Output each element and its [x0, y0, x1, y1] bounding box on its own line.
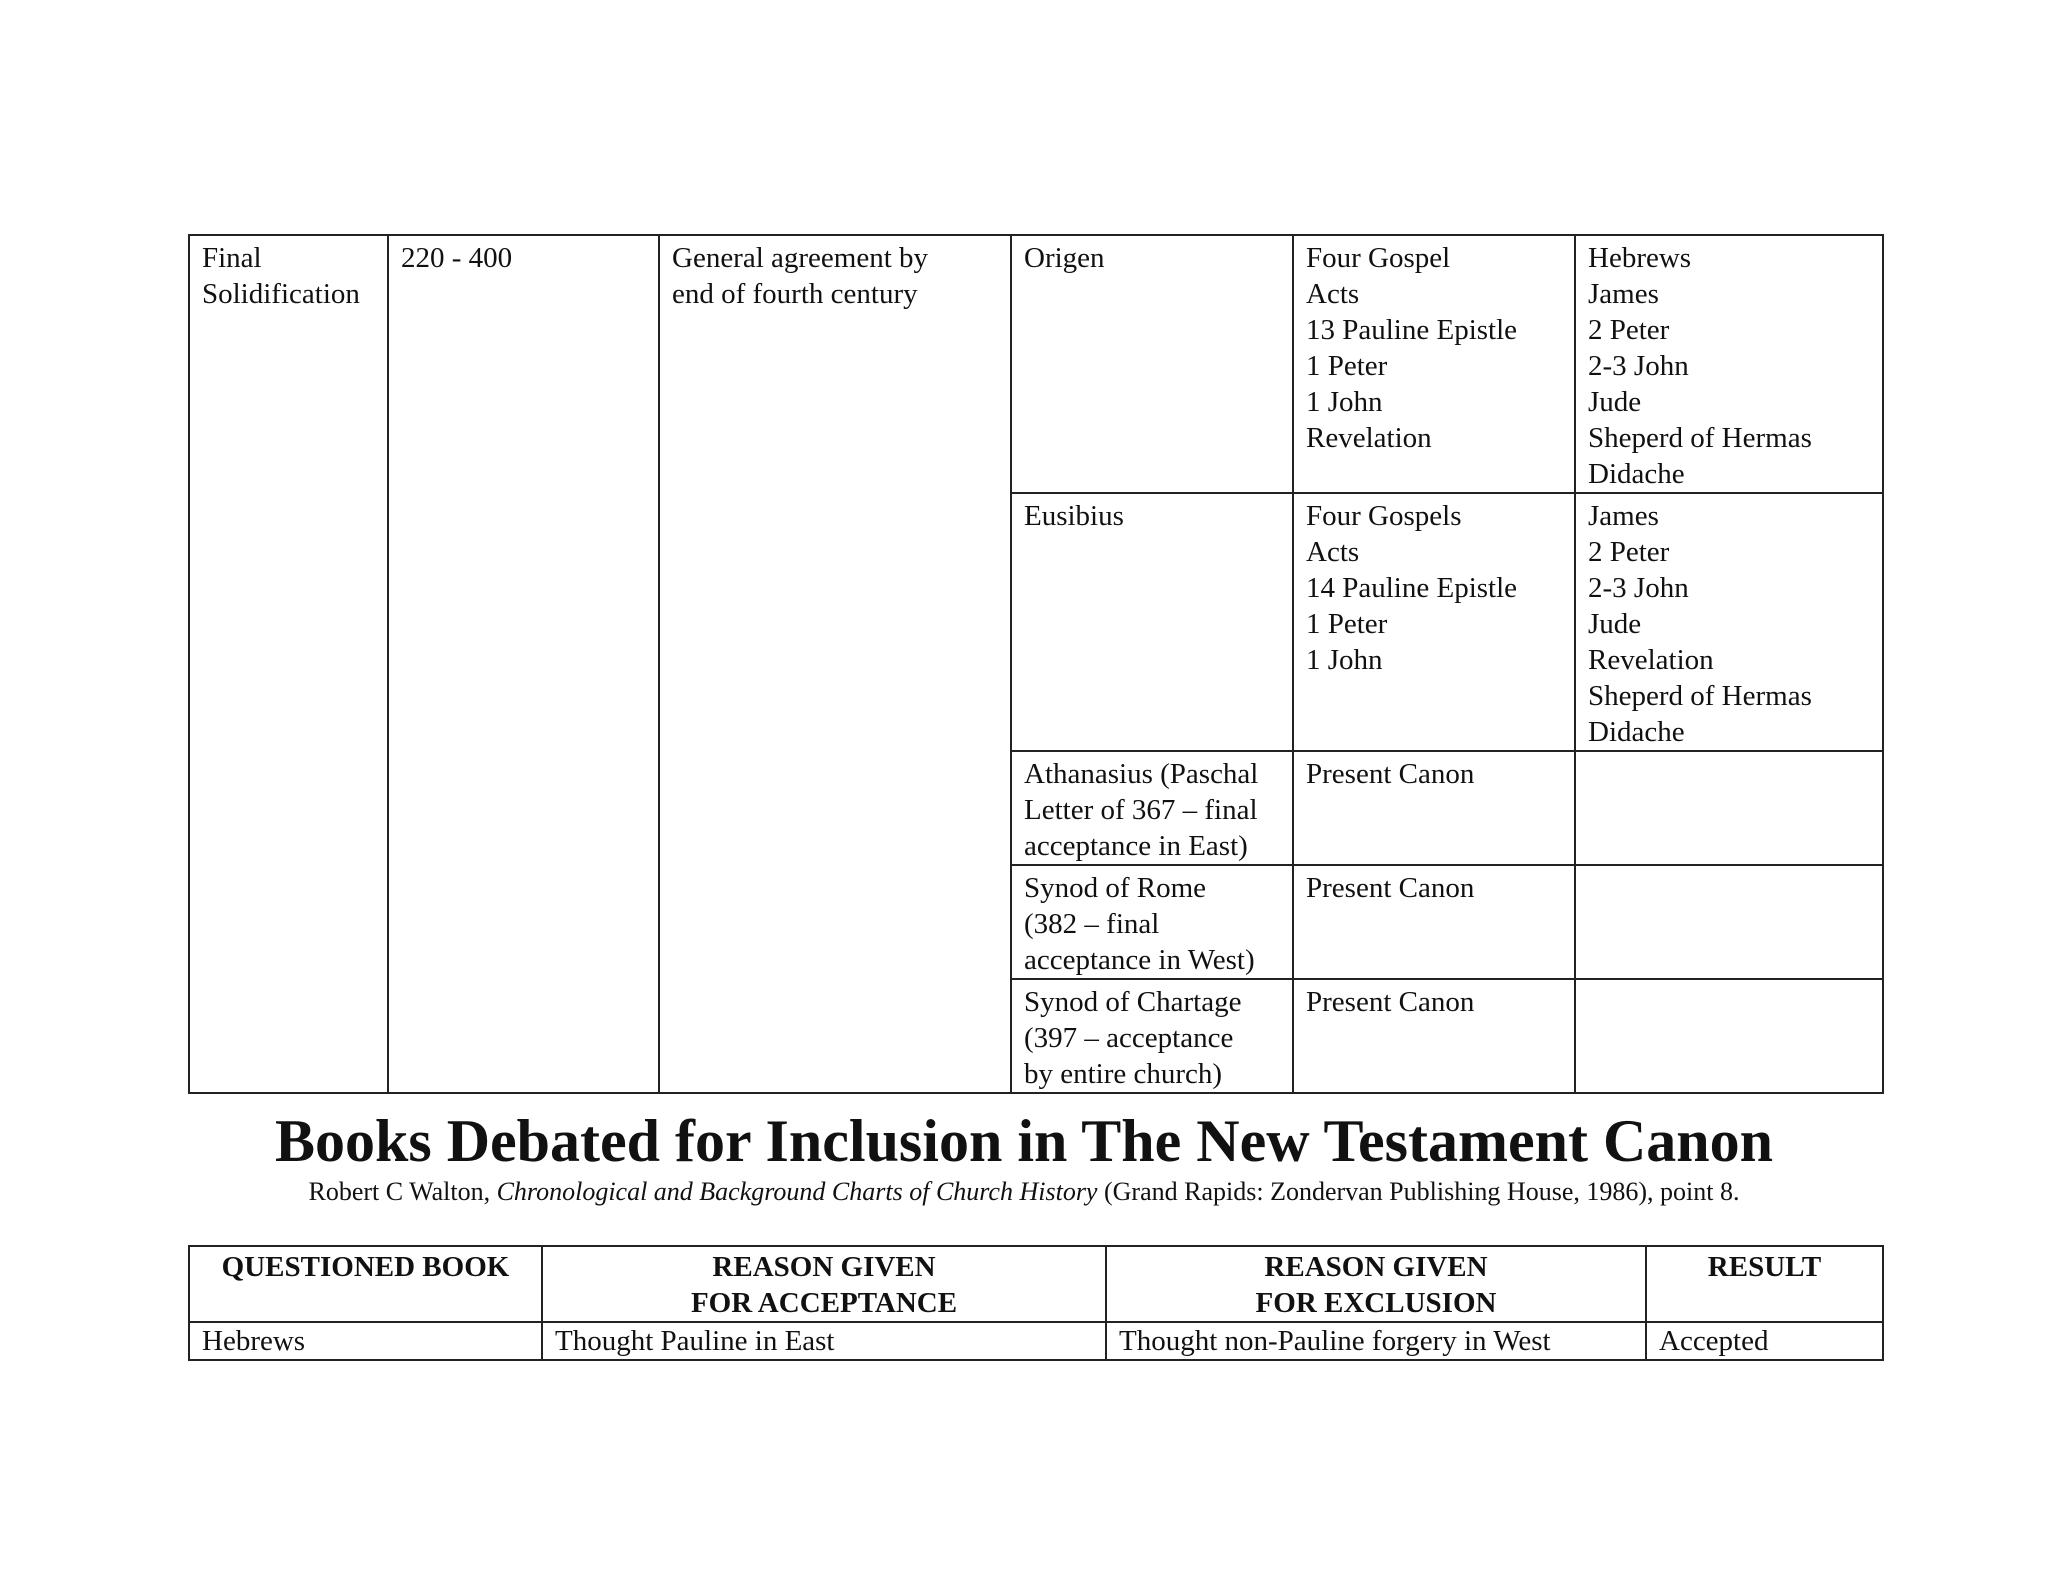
- source-line: (397 – acceptance: [1024, 1022, 1234, 1054]
- book-item: Jude: [1588, 608, 1642, 640]
- source-line: acceptance in East): [1024, 830, 1248, 862]
- table-header-row: [189, 1246, 1883, 1322]
- source-line: Eusibius: [1024, 500, 1124, 532]
- citation-publisher: (Grand Rapids: Zondervan Publishing House, 1986), point 8.: [1097, 1177, 1740, 1206]
- book-item: 1 Peter: [1306, 350, 1388, 382]
- page-title: Books Debated for Inclusion in The New Testament Canon: [274, 1108, 1774, 1174]
- book-item: 1 John: [1306, 644, 1383, 676]
- book-item: 2 Peter: [1588, 314, 1670, 346]
- acceptance-cell: Thought Pauline in East: [542, 1322, 1106, 1360]
- period-line: Final: [202, 242, 262, 274]
- source-cell: [1011, 493, 1293, 751]
- disputed-books-cell: [1575, 751, 1883, 865]
- book-item: Jude: [1588, 386, 1642, 418]
- summary-cell: [659, 235, 1011, 1093]
- header-reason-exclusion: REASON GIVEN FOR EXCLUSION: [1106, 1246, 1646, 1322]
- book-item: Revelation: [1588, 644, 1714, 676]
- source-line: Athanasius (Paschal: [1024, 758, 1259, 790]
- accepted-books-cell: [1293, 235, 1575, 493]
- source-line: Origen: [1024, 242, 1105, 274]
- header-questioned-book: QUESTIONED BOOK: [189, 1246, 542, 1322]
- disputed-books-cell: [1575, 235, 1883, 493]
- source-line: Synod of Rome: [1024, 872, 1207, 904]
- accepted-books-cell: [1293, 865, 1575, 979]
- accepted-books-cell: [1293, 493, 1575, 751]
- citation-book-title: Chronological and Background Charts of Church History: [496, 1177, 1098, 1206]
- book-item: Four Gospels: [1306, 500, 1462, 532]
- debated-books-table: [188, 1245, 1884, 1361]
- source-line: Synod of Chartage: [1024, 986, 1242, 1018]
- book-item: Didache: [1588, 716, 1685, 748]
- book-item: 14 Pauline Epistle: [1306, 572, 1518, 604]
- dates-cell: 220 - 400: [388, 235, 659, 1093]
- result-cell: Accepted: [1646, 1322, 1883, 1360]
- book-item: Acts: [1306, 278, 1360, 310]
- source-line: Letter of 367 – final: [1024, 794, 1258, 826]
- book-item: James: [1588, 278, 1659, 310]
- source-cell: [1011, 751, 1293, 865]
- book-item: 1 Peter: [1306, 608, 1388, 640]
- book-item: Sheperd of Hermas: [1588, 680, 1812, 712]
- book-item: Sheperd of Hermas: [1588, 422, 1812, 454]
- source-cell: [1011, 979, 1293, 1093]
- summary-line: end of fourth century: [672, 278, 918, 310]
- book-item: Present Canon: [1306, 872, 1475, 904]
- header-reason-acceptance: REASON GIVEN FOR ACCEPTANCE: [542, 1246, 1106, 1322]
- book-item: Acts: [1306, 536, 1360, 568]
- citation: [0, 1176, 2048, 1208]
- book-item: Didache: [1588, 458, 1685, 490]
- book-item: Hebrews: [1588, 242, 1692, 274]
- canon-period-table: [188, 234, 1884, 1094]
- source-line: acceptance in West): [1024, 944, 1255, 976]
- citation-author: Robert C Walton,: [308, 1177, 497, 1206]
- summary-line: General agreement by: [672, 242, 929, 274]
- accepted-books-cell: [1293, 751, 1575, 865]
- book-item: 13 Pauline Epistle: [1306, 314, 1518, 346]
- book-item: Present Canon: [1306, 986, 1475, 1018]
- header-result: RESULT: [1646, 1246, 1883, 1322]
- book-cell: Hebrews: [189, 1322, 542, 1360]
- source-line: (382 – final: [1024, 908, 1160, 940]
- book-item: Revelation: [1306, 422, 1432, 454]
- disputed-books-cell: [1575, 865, 1883, 979]
- period-row-origen: [189, 235, 1883, 493]
- period-line: Solidification: [202, 278, 360, 310]
- book-item: Present Canon: [1306, 758, 1475, 790]
- disputed-books-cell: [1575, 493, 1883, 751]
- book-item: 2-3 John: [1588, 350, 1689, 382]
- accepted-books-cell: [1293, 979, 1575, 1093]
- source-cell: [1011, 865, 1293, 979]
- book-item: James: [1588, 500, 1659, 532]
- source-line: by entire church): [1024, 1058, 1223, 1090]
- book-item: 1 John: [1306, 386, 1383, 418]
- exclusion-cell: Thought non-Pauline forgery in West: [1106, 1322, 1646, 1360]
- source-cell: [1011, 235, 1293, 493]
- book-item: 2-3 John: [1588, 572, 1689, 604]
- period-cell: [189, 235, 388, 1093]
- disputed-books-cell: [1575, 979, 1883, 1093]
- book-item: 2 Peter: [1588, 536, 1670, 568]
- book-item: Four Gospel: [1306, 242, 1451, 274]
- table-row: [189, 1322, 1883, 1360]
